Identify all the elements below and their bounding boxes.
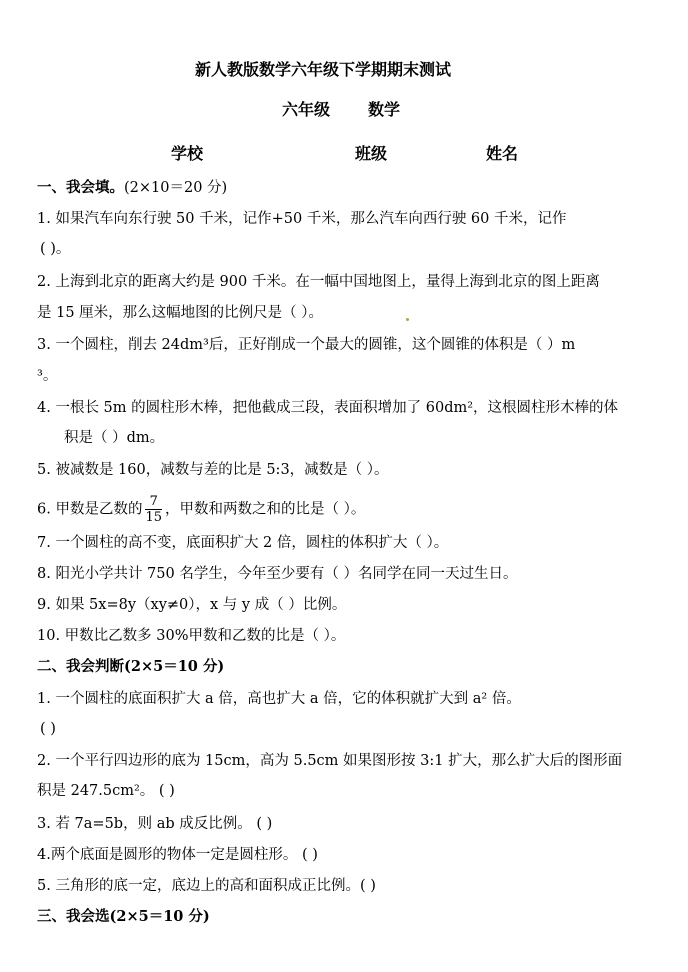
section1-heading: 一、我会填。: [37, 179, 124, 196]
s1-q9: 9. 如果 5x=8y（xy≠0），x 与 y 成（ ）比例。: [37, 597, 347, 613]
s1-q3-line2: ³。: [37, 368, 58, 384]
s1-q2-line1: 2. 上海到北京的距离大约是 900 千米。在一幅中国地图上，量得上海到北京的图上距离: [37, 274, 600, 290]
s1-q1-line1: 1. 如果汽车向东行驶 50 千米，记作+50 千米，那么汽车向西行驶 60 千米，记作: [37, 211, 567, 227]
subtitle-subject: 数学: [368, 100, 401, 119]
s1-q5: 5. 被减数是 160，减数与差的比是 5:3，减数是（ ）。: [37, 462, 389, 478]
s1-q2-line2: 是 15 厘米，那么这幅地图的比例尺是（ ）。: [37, 305, 324, 321]
s1-q3-line1: 3. 一个圆柱，削去 24dm³后，正好削成一个最大的圆锥，这个圆锥的体积是（ ）m: [37, 337, 576, 353]
section2-heading: 二、我会判断: [37, 658, 124, 675]
section3-heading: 三、我会选: [37, 908, 110, 925]
s1-q4-line1: 4. 一根长 5m 的圆柱形木棒，把他截成三段，表面积增加了 60dm²，这根圆柱形木棒的体: [37, 400, 619, 416]
fraction-7-15: [145, 494, 162, 525]
s1-q6-prefix: 6. 甲数是乙数的: [37, 501, 143, 518]
s2-q1-line2: ( ): [40, 721, 56, 737]
s2-q2-line2: 积是 247.5cm²。 ( ): [37, 783, 175, 799]
section3-score: (2×5＝10 分): [109, 908, 210, 925]
subtitle-grade: 六年级: [282, 100, 331, 119]
s1-q6-suffix: ，甲数和两数之和的比是（ ）。: [165, 501, 366, 518]
name-label: 姓名: [486, 144, 519, 163]
section1-score: (2×10＝20 分): [124, 180, 228, 196]
s1-q6: [37, 494, 365, 525]
s1-q4-line2: 积是（ ）dm。: [64, 430, 165, 446]
fraction-denominator: 15: [145, 510, 162, 525]
stray-dot: [406, 318, 409, 321]
section1-header: [37, 178, 227, 198]
section3-header: [37, 907, 210, 927]
section2-header: [37, 657, 224, 677]
class-label: 班级: [355, 144, 388, 163]
s1-q7: 7. 一个圆柱的高不变，底面积扩大 2 倍，圆柱的体积扩大（ ）。: [37, 535, 449, 551]
s2-q4: 4.两个底面是圆形的物体一定是圆柱形。 ( ): [37, 847, 318, 863]
s1-q1-line2: ( )。: [40, 241, 71, 257]
s1-q10: 10. 甲数比乙数多 30%甲数和乙数的比是（ ）。: [37, 628, 346, 644]
s2-q5: 5. 三角形的底一定，底边上的高和面积成正比例。( ): [37, 878, 376, 894]
s2-q2-line1: 2. 一个平行四边形的底为 15cm，高为 5.5cm 如果图形按 3:1 扩大，那么扩大后的图形面: [37, 753, 623, 769]
school-label: 学校: [171, 144, 204, 163]
s1-q8: 8. 阳光小学共计 750 名学生，今年至少要有（ ）名同学在同一天过生日。: [37, 566, 518, 582]
fraction-numerator: 7: [145, 494, 162, 510]
page-title: 新人教版数学六年级下学期期末测试: [195, 60, 452, 79]
s2-q3: 3. 若 7a=5b，则 ab 成反比例。 ( ): [37, 816, 273, 832]
s2-q1-line1: 1. 一个圆柱的底面积扩大 a 倍，高也扩大 a 倍，它的体积就扩大到 a² 倍。: [37, 691, 521, 707]
section2-score: (2×5＝10 分): [124, 658, 225, 675]
